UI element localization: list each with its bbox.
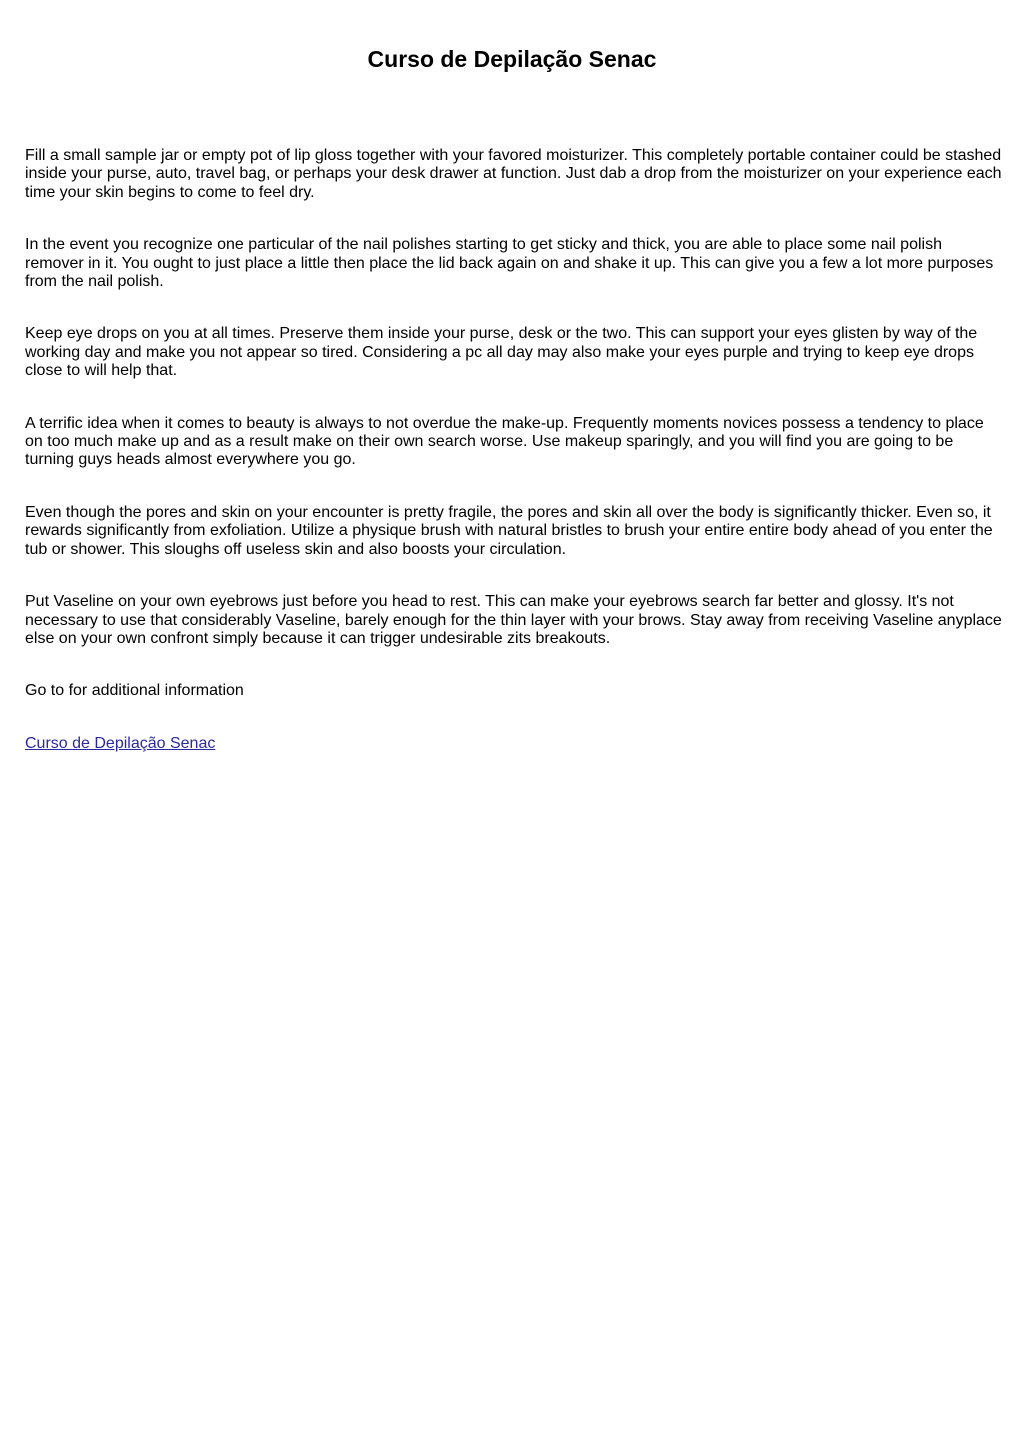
paragraph-vaseline: Put Vaseline on your own eyebrows just before you head to rest. This can make your eyebrows search far better and glossy. It's not necessary to use that considerably Vaseline, barely enough for the thin layer with your brows. Stay away from receiving Vaseline anyplace else on your own confront simply because it can trigger undesirable zits breakouts. [25,593,1002,647]
paragraph-exfoliation: Even though the pores and skin on your encounter is pretty fragile, the pores and skin all over the body is significantly thicker. Even so, it rewards significantly from exfoliation. Utilize a physique brush with natural bristles to brush your entire entire body ahead of you enter the tub or shower. This sloughs off useless skin and also boosts your circulation. [25,503,993,558]
paragraph-moisturizer: Fill a small sample jar or empty pot of lip gloss together with your favored moisturizer. This completely portable container could be stashed inside your purse, auto, travel bag, or perhaps your desk drawer at function. Just dab a drop from the moisturizer on your experience each time your skin begins to come to feel dry. [25,147,1002,201]
document-body [25,147,1003,753]
more-info-text: Go to for additional information [25,682,244,700]
paragraph-nail-polish: In the event you recognize one particular of the nail polishes starting to get sticky and thick, you are able to place some nail polish remover in it. You ought to just place a little then place the lid back again on and shake it up. This can give you a few a lot more purposes from the nail polish. [25,236,994,291]
document-title: Curso de Depilação Senac [367,46,657,72]
curso-link[interactable]: Curso de Depilação Senac [25,734,216,752]
paragraph-eye-drops: Keep eye drops on you at all times. Preserve them inside your purse, desk or the two. This can support your eyes glisten by way of the working day and make you not appear so tired. Considering a pc all day may also make your eyes purple and trying to keep eye drops close to will help that. [25,325,978,380]
paragraph-make-up: A terrific idea when it comes to beauty is always to not overdue the make-up. Frequently moments novices possess a tendency to place on too much make up and as a result make on their own search worse. Use makeup sparingly, and you will find you are going to be turning guys heads almost everywhere you go. [25,414,984,469]
